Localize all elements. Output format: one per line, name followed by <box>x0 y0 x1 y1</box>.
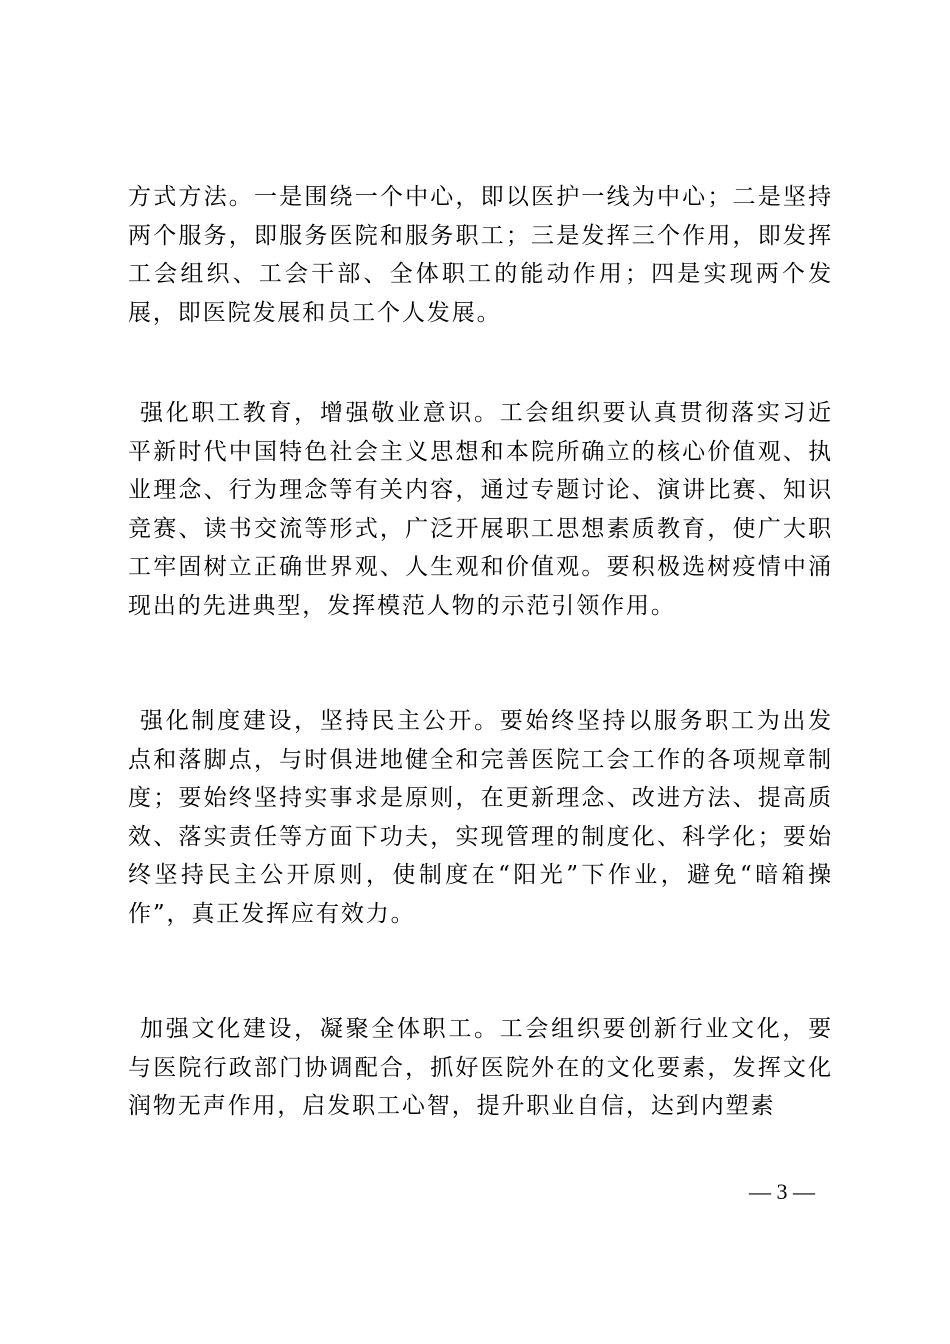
paragraph-staff-education: 强化职工教育，增强敬业意识。工会组织要认真贯彻落实习近平新时代中国特色社会主义思想和本院所确立的核心价值观、执业理念、行为理念等有关内容，通过专题讨论、演讲比赛、知识竞赛、读书交流等形式，广泛开展职工思想素质教育，使广大职工牢固树立正确世界观、人生观和价值观。要积极选树疫情中涌现出的先进典型，发挥模范人物的示范引领作用。 <box>128 400 833 619</box>
page-number: — 3 — <box>749 1179 815 1204</box>
paragraph-culture-building: 加强文化建设，凝聚全体职工。工会组织要创新行业文化，要与医院行政部门协调配合，抓好医院外在的文化要素，发挥文化润物无声作用，启发职工心智，提升职业自信，达到内塑素 <box>128 1016 833 1119</box>
paragraph-institution-building: 强化制度建设，坚持民主公开。要始终坚持以服务职工为出发点和落脚点，与时俱进地健全和完善医院工会工作的各项规章制度；要始终坚持实事求是原则，在更新理念、改进方法、提高质效、落实责任等方面下功夫，实现管理的制度化、科学化；要始终坚持民主公开原则，使制度在“阳光”下作业，避免“暗箱操作”，真正发挥应有效力。 <box>128 708 833 927</box>
paragraph-methods: 方式方法。一是围绕一个中心，即以医护一线为中心；二是坚持两个服务，即服务医院和服务职工；三是发挥三个作用，即发挥工会组织、工会干部、全体职工的能动作用；四是实现两个发展，即医院发展和员工个人发展。 <box>128 184 833 326</box>
